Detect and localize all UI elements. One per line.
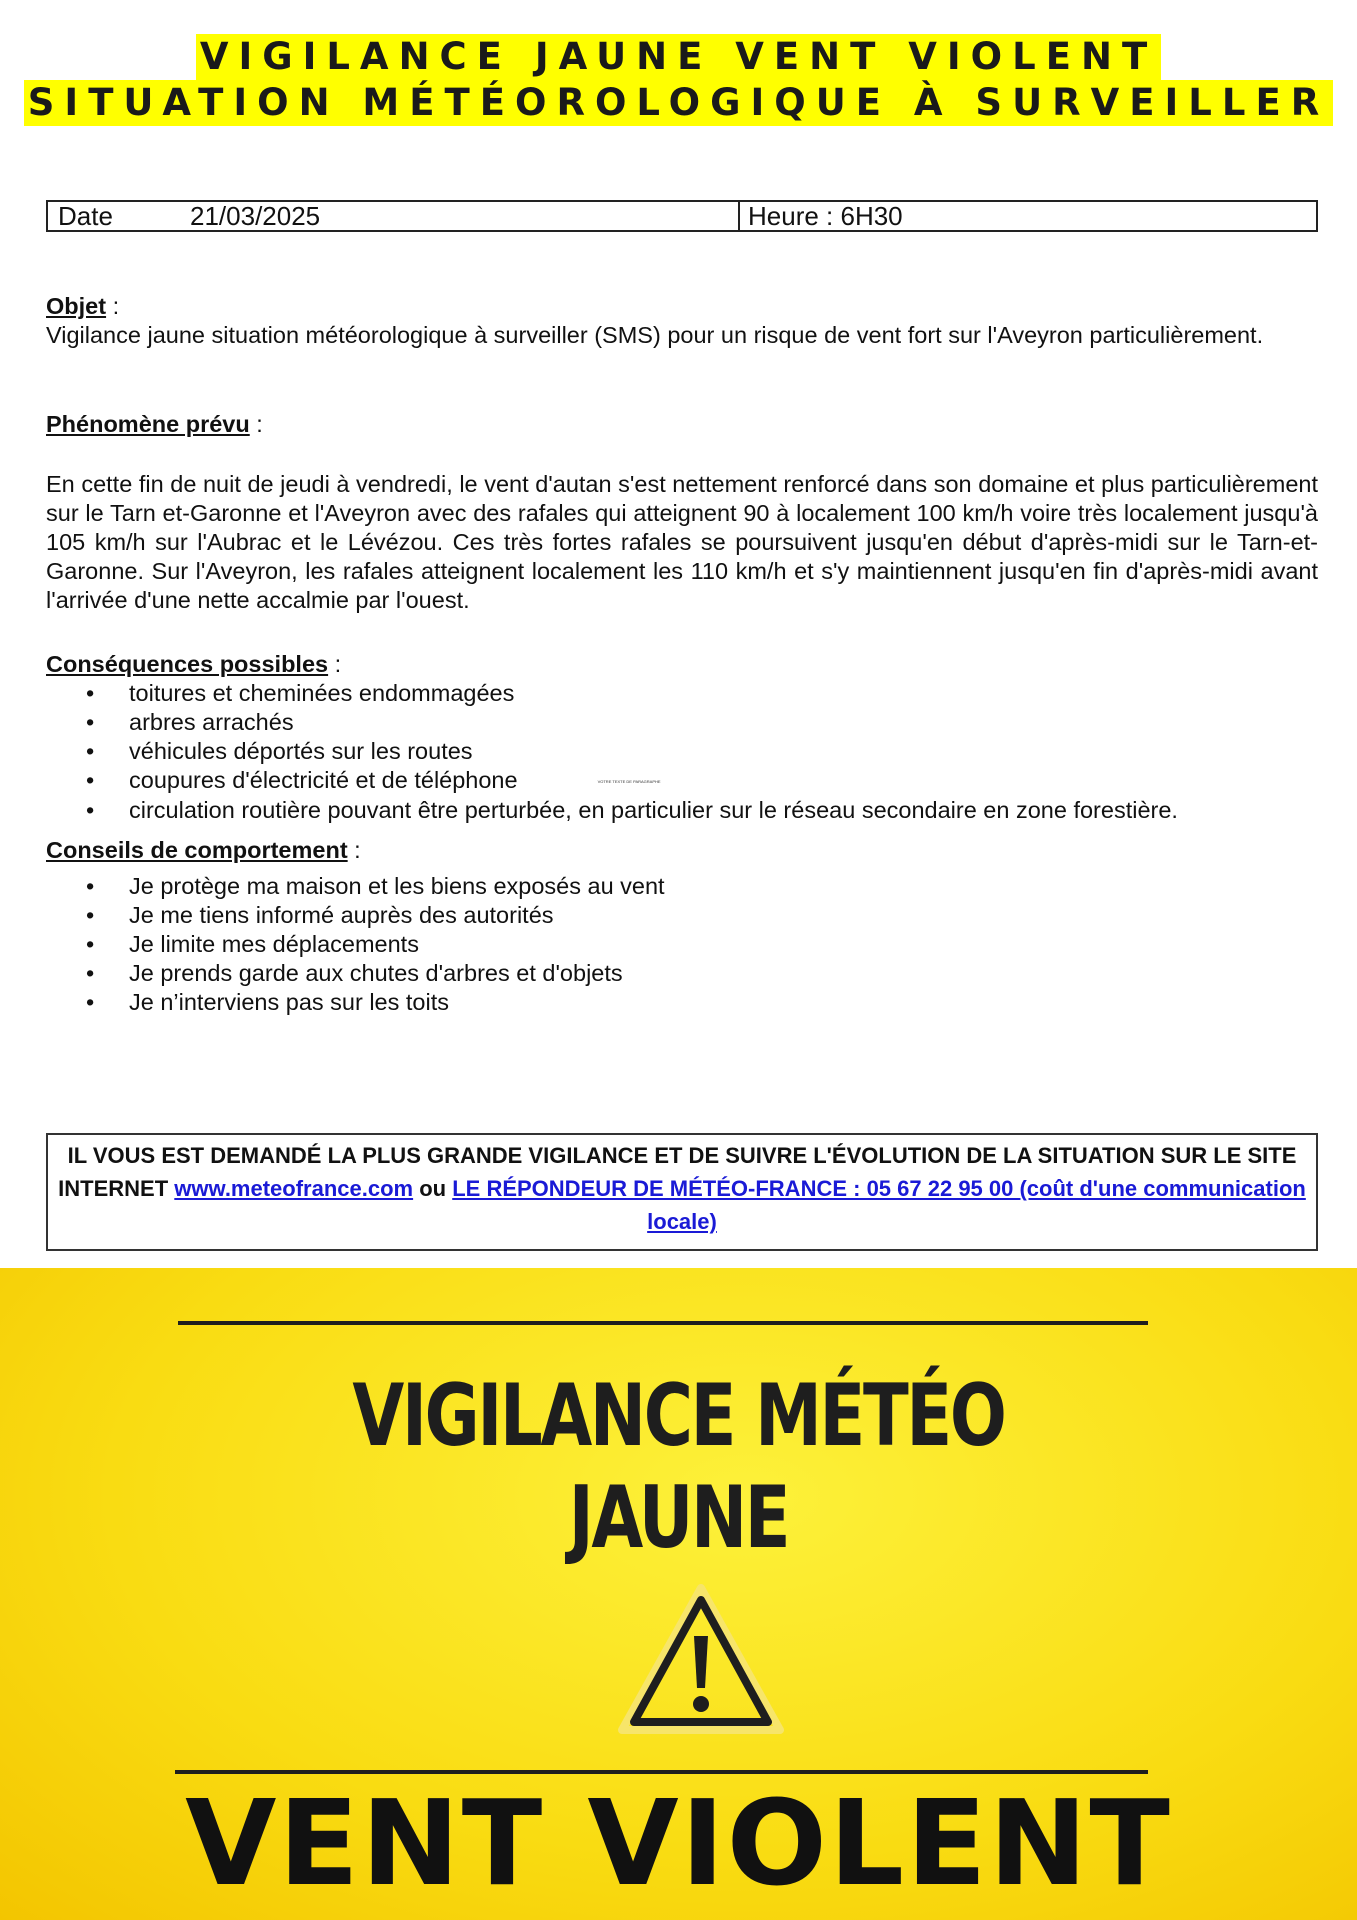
phenomene-text: En cette fin de nuit de jeudi à vendredi, le vent d'autan s'est nettement renforcé dans son domaine et plus particulièrement sur le Tarn et-Garonne et l'Aveyron avec des rafales qui atteignent 90 à localement 100 km/h voire très localement jusqu'à 105 km/h sur l'Aubrac et le Lévézou. Ces très fortes rafales se poursuivent jusqu'en début d'après-midi sur le Tarn-et-Garonne. Sur l'Aveyron, les rafales atteignent localement les 110 km/h et s'y maintiennent jusqu'en fin d'après-midi avant l'arrivée d'une nette accalmie par l'ouest. <box>46 471 1318 613</box>
conseil-text: Je n’interviens pas sur les toits <box>129 989 450 1015</box>
notice-text-2: ou <box>413 1176 453 1201</box>
consequences-section <box>46 650 1318 825</box>
vigilance-notice-box <box>46 1133 1318 1251</box>
conseil-text: Je protège ma maison et les biens exposés au vent <box>129 873 665 899</box>
consequences-heading <box>46 651 328 677</box>
warning-exclamation-bar <box>694 1636 708 1688</box>
phenomene-heading <box>46 411 250 437</box>
list-item <box>46 737 1318 766</box>
objet-heading-row <box>46 292 1318 321</box>
title-line-1-wrapper <box>0 34 1357 80</box>
date-value: 21/03/2025 <box>190 201 321 231</box>
date-cell <box>48 202 740 230</box>
notice-text-1: IL VOUS EST DEMANDÉ LA PLUS GRANDE VIGILANCE ET DE SUIVRE L'ÉVOLUTION DE LA SITUATION SUR LE SITE INTERNET <box>58 1143 1297 1201</box>
consequence-text: circulation routière pouvant être perturbée, en particulier sur le réseau secondaire en zone forestière. <box>129 797 1178 824</box>
objet-text: Vigilance jaune situation météorologique à surveiller (SMS) pour un risque de vent fort sur l'Aveyron particulièrement. <box>46 322 1264 348</box>
warning-exclamation-dot <box>693 1696 709 1712</box>
placeholder-note: VOTRE TEXTE DE PARAGRAPHE <box>597 779 661 785</box>
consequences-heading-row <box>46 650 1318 679</box>
objet-heading-suffix: : <box>106 293 120 319</box>
phenomene-heading-text: Phénomène prévu <box>46 411 250 437</box>
conseils-heading <box>46 837 348 863</box>
meteofrance-link[interactable]: www.meteofrance.com <box>174 1176 414 1201</box>
repondeur-link[interactable]: LE RÉPONDEUR DE MÉTÉO-FRANCE : 05 67 22 95 00 (coût d'une communication locale) <box>452 1176 1306 1234</box>
objet-heading-text: Objet <box>46 293 107 319</box>
conseil-text: Je me tiens informé auprès des autorités <box>129 902 554 928</box>
conseil-text: Je prends garde aux chutes d'arbres et d'objets <box>129 960 623 986</box>
consequence-text: toitures et cheminées endommagées <box>129 680 515 706</box>
list-item <box>46 959 1318 988</box>
time-text: Heure : 6H30 <box>748 201 903 231</box>
yellow-vigilance-banner <box>0 1268 1357 1920</box>
conseils-heading-suffix: : <box>347 837 361 863</box>
banner-title-line-1: VIGILANCE MÉTÉO <box>352 1366 1005 1466</box>
consequence-text: véhicules déportés sur les routes <box>129 738 473 764</box>
consequences-list <box>46 679 1318 825</box>
list-item <box>46 708 1318 737</box>
objet-heading <box>46 293 106 319</box>
warning-triangle-icon <box>618 1584 784 1734</box>
banner-vent-violent: VENT VIOLENT <box>185 1774 1172 1912</box>
conseils-list <box>46 872 1318 1017</box>
conseils-section <box>46 836 1318 1017</box>
list-item <box>46 796 1318 825</box>
consequence-text: coupures d'électricité et de téléphone <box>129 767 518 793</box>
time-cell <box>740 202 903 230</box>
conseils-heading-row <box>46 836 1318 865</box>
conseil-text: Je limite mes déplacements <box>129 931 419 957</box>
list-item <box>46 901 1318 930</box>
conseils-heading-text: Conseils de comportement <box>46 837 348 863</box>
list-item <box>46 872 1318 901</box>
list-item <box>46 930 1318 959</box>
list-item <box>46 679 1318 708</box>
consequence-text: arbres arrachés <box>129 709 294 735</box>
banner-top-rule <box>178 1321 1148 1325</box>
date-label: Date <box>58 201 113 231</box>
phenomene-section <box>46 410 1318 439</box>
bulletin-title-line-1: VIGILANCE JAUNE VENT VIOLENT <box>196 34 1161 80</box>
phenomene-heading-suffix: : <box>249 411 263 437</box>
consequences-heading-suffix: : <box>328 651 342 677</box>
title-line-2-wrapper <box>0 80 1357 126</box>
objet-section <box>46 292 1318 350</box>
banner-title-line-2: JAUNE <box>568 1468 789 1568</box>
date-time-table <box>46 200 1318 232</box>
consequences-heading-text: Conséquences possibles <box>46 651 329 677</box>
phenomene-heading-row <box>46 410 1318 439</box>
list-item <box>46 988 1318 1017</box>
list-item <box>46 766 1318 796</box>
bulletin-title-line-2: SITUATION MÉTÉOROLOGIQUE À SURVEILLER <box>24 80 1333 126</box>
